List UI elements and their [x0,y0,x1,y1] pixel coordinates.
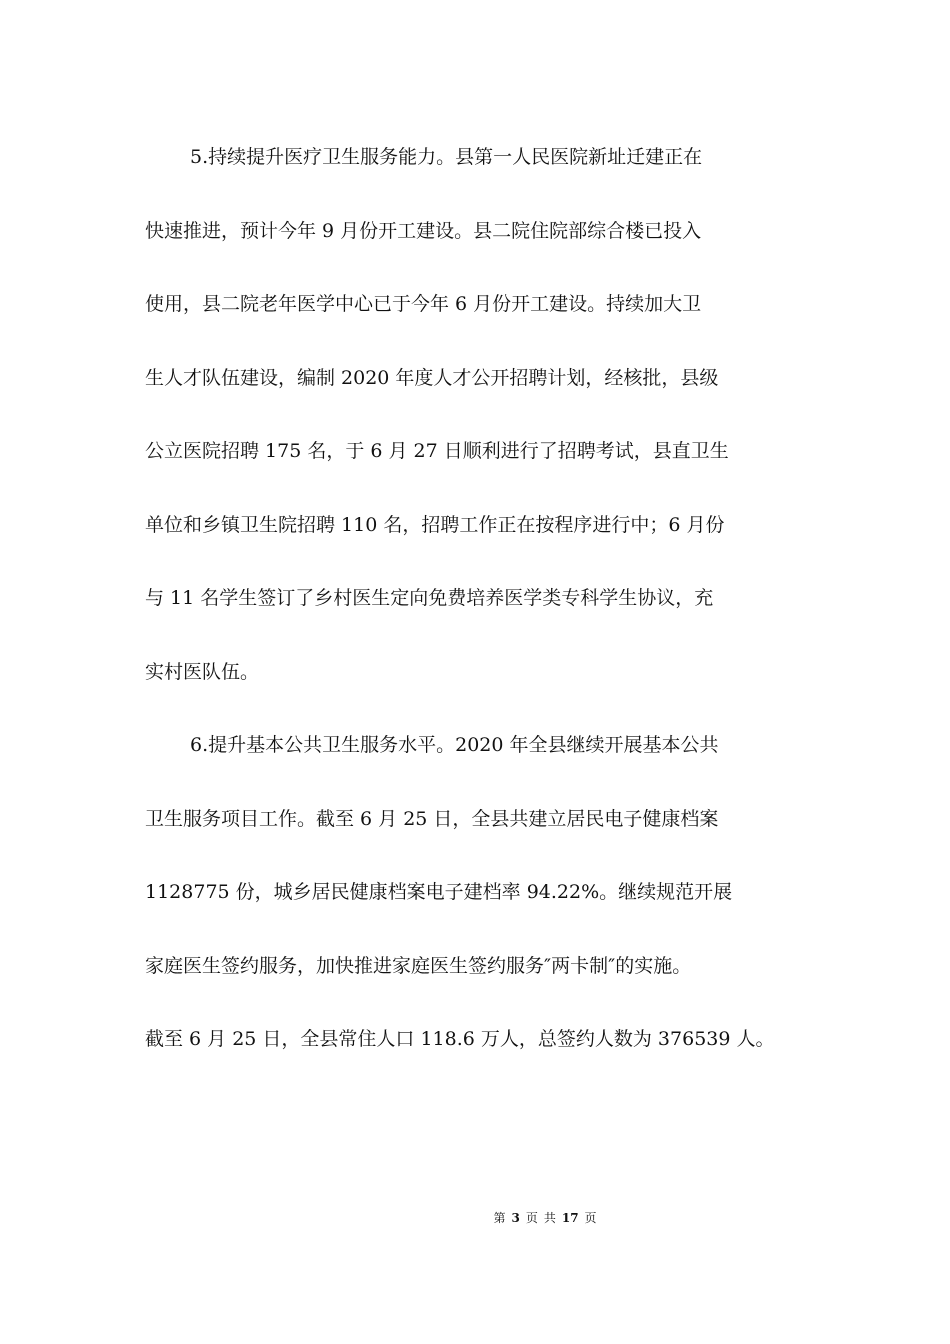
paragraph-line: 与 11 名学生签订了乡村医生定向免费培养医学类专科学生协议，充 [145,587,714,609]
paragraph-line: 单位和乡镇卫生院招聘 110 名，招聘工作正在按程序进行中；6 月份 [145,513,725,536]
footer-prefix: 第 [493,1211,506,1225]
paragraph-line: 快速推进，预计今年 9 月份开工建设。县二院住院部综合楼已投入 [145,219,702,242]
paragraph-line: 6.提升基本公共卫生服务水平。2020 年全县继续开展基本公共 [190,734,719,756]
paragraph-line: 实村医队伍。 [145,660,260,683]
total-page-number: 17 [561,1211,579,1225]
document-body [145,130,835,1086]
footer-total-word: 共 [543,1211,556,1225]
paragraph-line: 1128775 份，城乡居民健康档案电子建档率 94.22%。继续规范开展 [145,881,733,903]
current-page-number: 3 [511,1211,520,1225]
paragraph-line: 卫生服务项目工作。截至 6 月 25 日，全县共建立居民电子健康档案 [145,807,719,830]
paragraph-line: 公立医院招聘 175 名，于 6 月 27 日顺利进行了招聘考试，县直卫生 [145,440,729,462]
paragraph-line: 生人才队伍建设，编制 2020 年度人才公开招聘计划，经核批，县级 [145,366,719,389]
paragraph-line: 使用，县二院老年医学中心已于今年 6 月份开工建设。持续加大卫 [145,293,702,315]
paragraph-line: 截至 6 月 25 日，全县常住人口 118.6 万人，总签约人数为 376539 人。 [145,1028,775,1050]
page-number-indicator [140,1208,950,1228]
paragraph-line: 5.持续提升医疗卫生服务能力。县第一人民医院新址迁建正在 [190,146,703,168]
paragraph-line: 家庭医生签约服务，加快推进家庭医生签约服务″两卡制″的实施。 [145,954,692,977]
page-footer [0,1208,950,1228]
footer-suffix: 页 [584,1211,597,1225]
footer-page-word: 页 [525,1211,538,1225]
